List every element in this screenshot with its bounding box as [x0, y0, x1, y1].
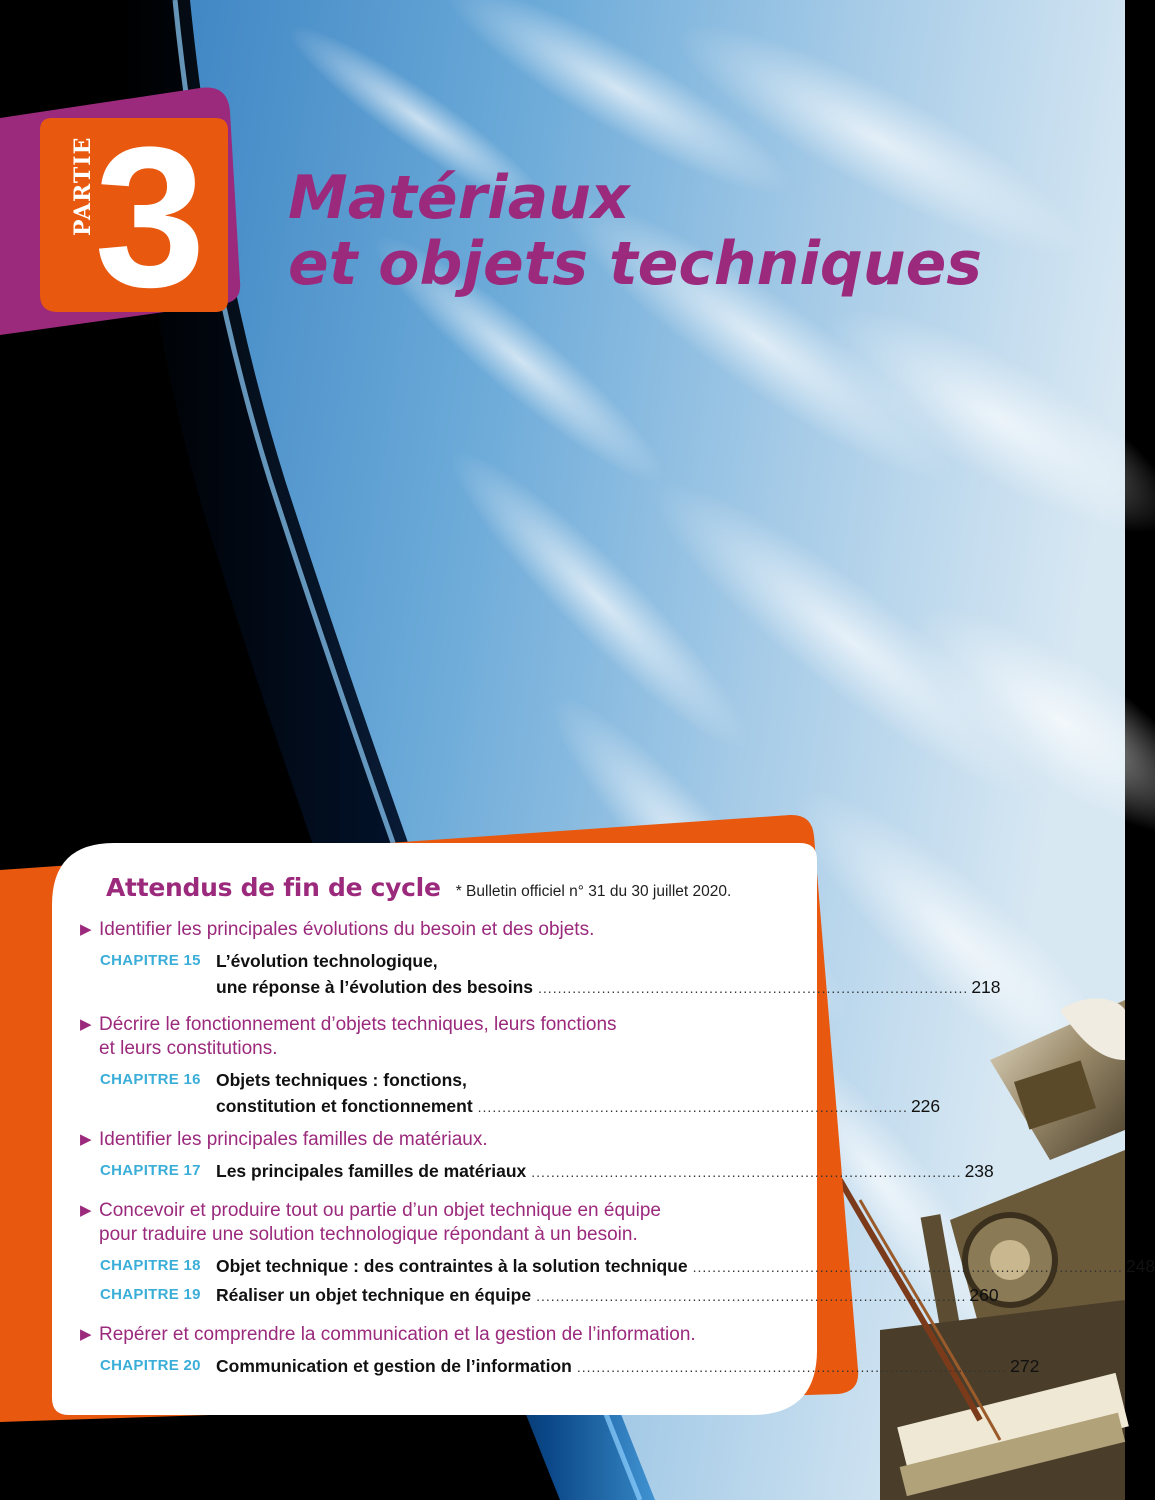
triangle-bullet-icon: ▶	[80, 1016, 92, 1033]
bulletin-footnote: * Bulletin officiel n° 31 du 30 juillet 2020.	[455, 883, 732, 900]
chapter-label: CHAPITRE 17	[100, 1162, 201, 1179]
chapter-title: Communication et gestion de l’information ........................................................................................ 272	[216, 1353, 736, 1380]
chapter-page: 226	[910, 1096, 941, 1116]
chapter-entry[interactable]	[80, 948, 1001, 1001]
chapter-page: 272	[1010, 1356, 1040, 1376]
objective-text: ▶ Décrire le fonctionnement d’objets techniques, leurs fonctions et leurs constitutions.	[80, 1014, 617, 1059]
objective-section	[80, 1013, 941, 1120]
objectives-box	[52, 843, 1155, 1415]
chapter-entry[interactable]	[80, 1067, 941, 1120]
part-label: PARTIE	[70, 136, 96, 236]
leader-dots: ........................................................................................	[576, 1359, 1008, 1375]
part-number: 3	[94, 106, 206, 329]
leader-dots: ........................................................................................	[477, 1099, 908, 1115]
leader-dots: ........................................................................................	[692, 1259, 1123, 1275]
triangle-bullet-icon: ▶	[80, 1131, 92, 1148]
objective-text: ▶ Identifier les principales évolutions du besoin et des objets.	[80, 919, 595, 940]
chapter-title: Les principales familles de matériaux ........................................................................................ 238	[216, 1158, 736, 1185]
chapter-page: 218	[971, 977, 1001, 997]
leader-dots: ........................................................................................	[536, 1288, 967, 1304]
chapter-title: L’évolution technologique, une réponse à l’évolution des besoins ........................................................................................ 218	[216, 948, 736, 1001]
chapter-title: Objet technique : des contraintes à la solution technique ........................................................................................ 248	[216, 1253, 736, 1280]
chapter-entry[interactable]	[80, 1282, 999, 1309]
chapter-label: CHAPITRE 16	[100, 1071, 201, 1088]
objective-section	[80, 1128, 994, 1185]
chapter-label: CHAPITRE 19	[100, 1286, 201, 1303]
triangle-bullet-icon: ▶	[80, 1202, 92, 1219]
leader-dots: ........................................................................................	[531, 1164, 962, 1180]
chapter-label: CHAPITRE 15	[100, 952, 201, 969]
chapter-entry[interactable]	[80, 1253, 1155, 1280]
objective-section	[80, 1199, 1155, 1309]
box-title: Attendus de fin de cycle	[106, 873, 441, 902]
chapter-page: 238	[964, 1161, 994, 1181]
triangle-bullet-icon: ▶	[80, 921, 92, 938]
leader-dots: ........................................................................................	[538, 980, 969, 996]
objective-section	[80, 918, 1001, 1001]
page-title	[288, 165, 1088, 297]
chapter-entry[interactable]	[80, 1158, 994, 1185]
objective-text: ▶ Repérer et comprendre la communication et la gestion de l’information.	[80, 1324, 696, 1345]
chapter-entry[interactable]	[80, 1353, 1040, 1380]
triangle-bullet-icon: ▶	[80, 1326, 92, 1343]
chapter-title: Objets techniques : fonctions, constitution et fonctionnement ........................................................................................ 226	[216, 1067, 736, 1120]
chapter-page: 260	[969, 1285, 999, 1305]
chapter-page: 248	[1125, 1256, 1155, 1276]
objective-text: ▶ Identifier les principales familles de matériaux.	[80, 1129, 488, 1150]
box-header	[106, 873, 731, 902]
chapter-title: Réaliser un objet technique en équipe ........................................................................................ 260	[216, 1282, 736, 1309]
objective-section	[80, 1323, 1040, 1380]
page-title-line-2: et objets techniques	[288, 229, 982, 299]
chapter-label: CHAPITRE 20	[100, 1357, 201, 1374]
page-title-line-1: Matériaux	[288, 163, 630, 233]
chapter-label: CHAPITRE 18	[100, 1257, 201, 1274]
objective-text: ▶ Concevoir et produire tout ou partie d’un objet technique en équipe pour traduire une solution technologique répondant à un besoin.	[80, 1200, 661, 1245]
